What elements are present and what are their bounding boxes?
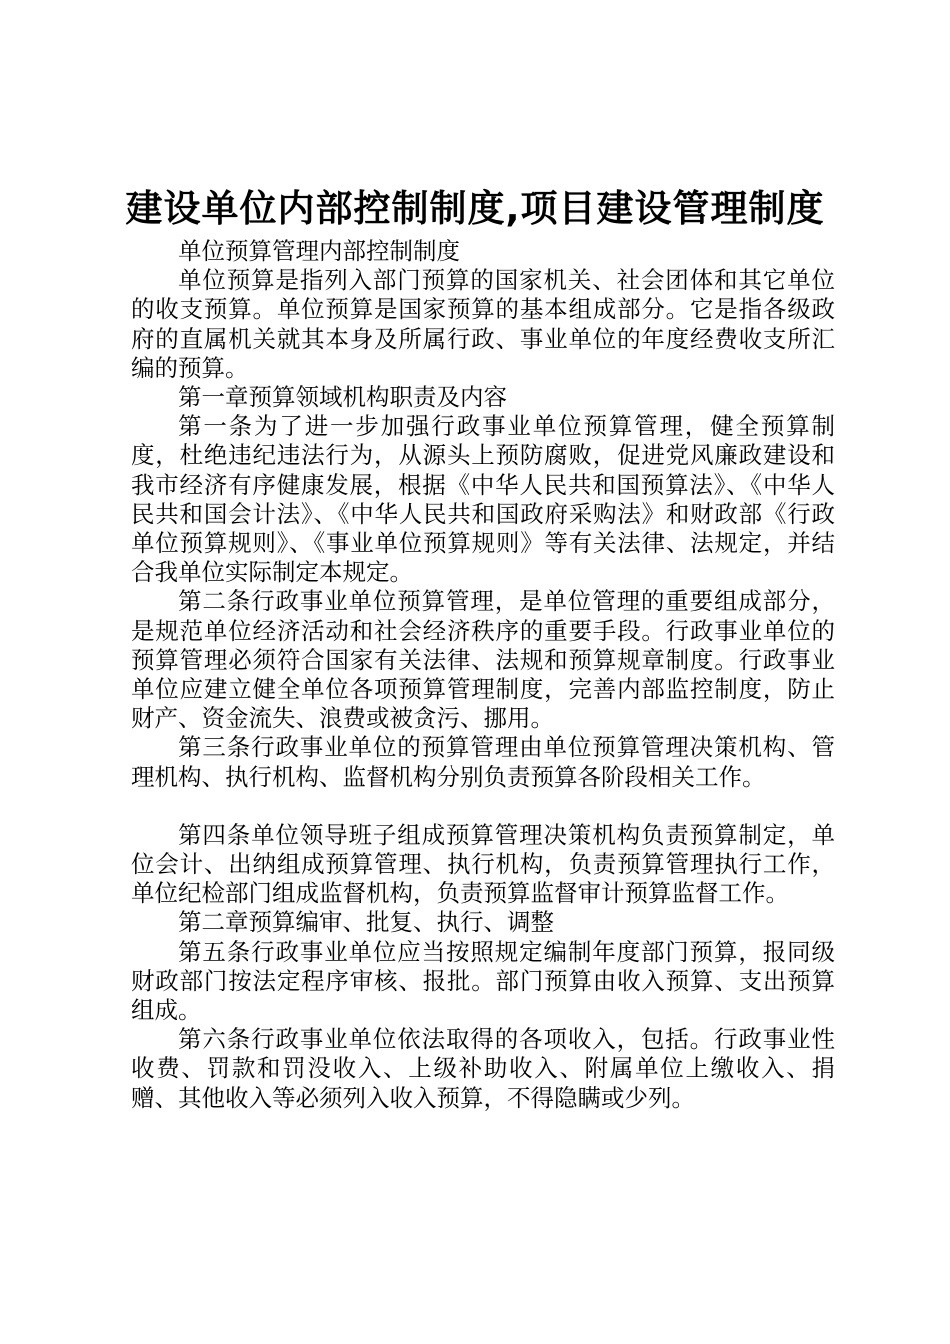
chapter-heading: 第一章预算领域机构职责及内容 <box>178 383 507 412</box>
paragraph: 第一条为了进一步加强行政事业单位预算管理，健全预算制度，杜绝违纪违法行为，从源头上预防腐败，促进党风廉政建设和我市经济有序健康发展，根据《中华人民共和国预算法》、《中华人民共和国会计法》、《中华人民共和国政府采购法》和财政部《行政单位预算规则》、《事业单位预算规则》等有关法律、法规定，并结合我单位实际制定本规定。 <box>131 412 835 587</box>
chapter-heading: 第二章预算编审、批复、执行、调整 <box>178 908 554 937</box>
paragraph: 第二条行政事业单位预算管理，是单位管理的重要组成部分，是规范单位经济活动和社会经济秩序的重要手段。行政事业单位的预算管理必须符合国家有关法律、法规和预算规章制度。行政事业单位应建立健全单位各项预算管理制度，完善内部监控制度，防止财产、资金流失、浪费或被贪污、挪用。 <box>131 587 835 733</box>
document-title: 建设单位内部控制制度,项目建设管理制度 <box>125 187 825 230</box>
section-heading: 单位预算管理内部控制制度 <box>178 237 460 265</box>
paragraph: 第五条行政事业单位应当按照规定编制年度部门预算，报同级财政部门按法定程序审核、报批。部门预算由收入预算、支出预算组成。 <box>131 937 835 1025</box>
paragraph: 第六条行政事业单位依法取得的各项收入，包括。行政事业性收费、罚款和罚没收入、上级补助收入、附属单位上缴收入、捐赠、其他收入等必须列入收入预算，不得隐瞒或少列。 <box>131 1025 835 1112</box>
paragraph: 第三条行政事业单位的预算管理由单位预算管理决策机构、管理机构、执行机构、监督机构分别负责预算各阶段相关工作。 <box>131 733 835 791</box>
document-body <box>131 237 835 1113</box>
paragraph: 单位预算是指列入部门预算的国家机关、社会团体和其它单位的收支预算。单位预算是国家预算的基本组成部分。它是指各级政府的直属机关就其本身及所属行政、事业单位的年度经费收支所汇编的预算。 <box>131 266 835 382</box>
paragraph: 第四条单位领导班子组成预算管理决策机构负责预算制定，单位会计、出纳组成预算管理、执行机构，负责预算管理执行工作，单位纪检部门组成监督机构，负责预算监督审计预算监督工作。 <box>131 820 835 908</box>
